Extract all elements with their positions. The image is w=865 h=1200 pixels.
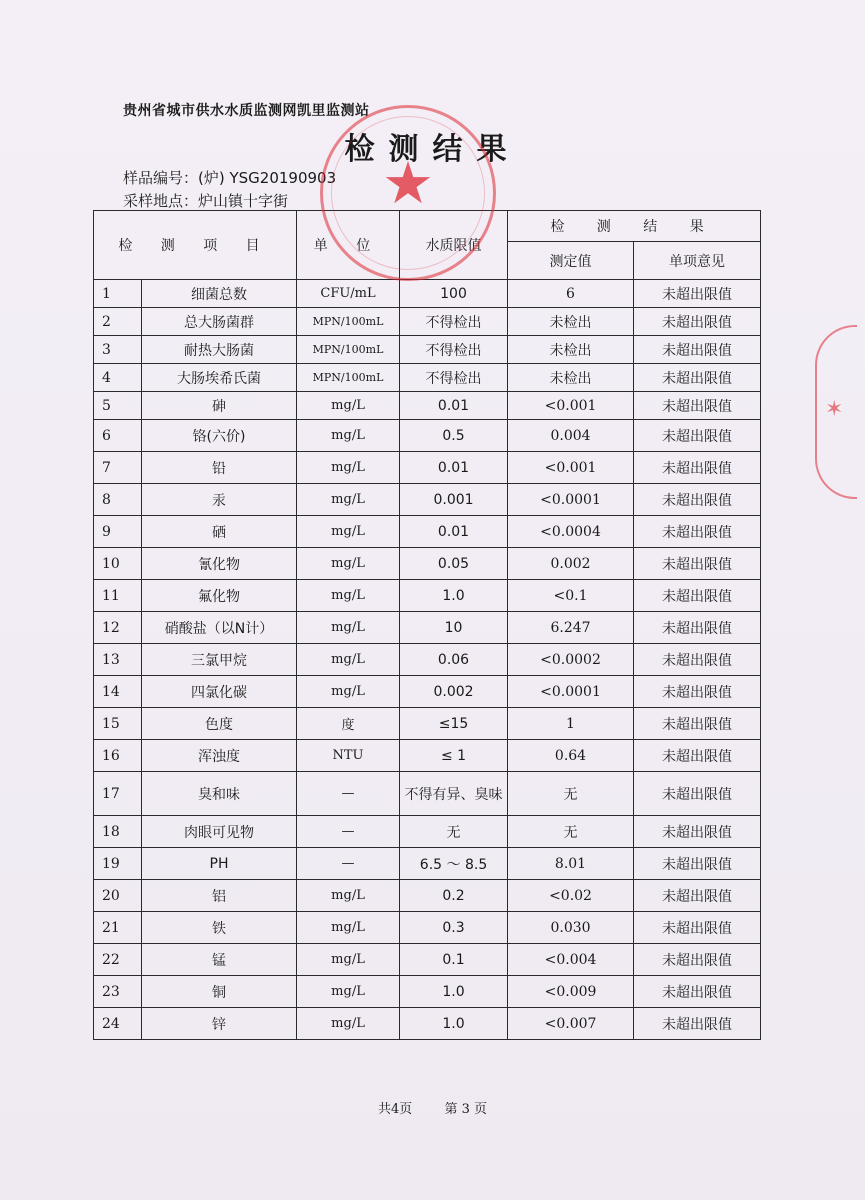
- row-limit: 0.01: [400, 452, 508, 484]
- row-limit: 0.5: [400, 420, 508, 452]
- row-limit: 0.01: [400, 516, 508, 548]
- report-title: 检测结果: [344, 132, 521, 167]
- row-measured: <0.0004: [508, 516, 634, 548]
- seal-star-icon: ★: [382, 149, 434, 217]
- row-unit: mg/L: [297, 880, 400, 912]
- row-item: 大肠埃希氏菌: [142, 364, 297, 392]
- row-opinion: 未超出限值: [634, 420, 761, 452]
- row-opinion: 未超出限值: [634, 740, 761, 772]
- results-table: [93, 210, 761, 1040]
- row-item: 氟化物: [142, 580, 297, 612]
- row-item: 总大肠菌群: [142, 308, 297, 336]
- row-item: 锰: [142, 944, 297, 976]
- row-unit: mg/L: [297, 516, 400, 548]
- row-measured: <0.1: [508, 580, 634, 612]
- row-unit: mg/L: [297, 644, 400, 676]
- row-limit: 0.06: [400, 644, 508, 676]
- row-item: 铜: [142, 976, 297, 1008]
- table-row: [94, 308, 761, 336]
- row-limit: 不得检出: [400, 364, 508, 392]
- sample-number-label: 样品编号：: [123, 169, 199, 187]
- row-limit: 0.001: [400, 484, 508, 516]
- row-number: 2: [94, 308, 142, 336]
- header-results-group: 检 测 结 果: [508, 211, 761, 242]
- results-body: [94, 280, 761, 1040]
- row-opinion: 未超出限值: [634, 848, 761, 880]
- table-row: [94, 772, 761, 816]
- row-number: 10: [94, 548, 142, 580]
- row-unit: mg/L: [297, 392, 400, 420]
- sampling-site: [123, 190, 288, 211]
- row-measured: <0.02: [508, 880, 634, 912]
- row-item: 铅: [142, 452, 297, 484]
- row-limit: 1.0: [400, 580, 508, 612]
- row-unit: —: [297, 848, 400, 880]
- row-opinion: 未超出限值: [634, 772, 761, 816]
- row-opinion: 未超出限值: [634, 364, 761, 392]
- row-item: 铝: [142, 880, 297, 912]
- row-measured: 未检出: [508, 336, 634, 364]
- row-opinion: 未超出限值: [634, 644, 761, 676]
- row-measured: <0.0002: [508, 644, 634, 676]
- row-opinion: 未超出限值: [634, 452, 761, 484]
- row-measured: 6: [508, 280, 634, 308]
- total-pages: 共4页: [378, 1102, 413, 1117]
- row-limit: 0.2: [400, 880, 508, 912]
- row-limit: 不得有异、臭味: [400, 772, 508, 816]
- row-unit: mg/L: [297, 580, 400, 612]
- row-unit: MPN/100mL: [297, 336, 400, 364]
- page-footer: [0, 1098, 865, 1117]
- table-row: [94, 816, 761, 848]
- row-item: 三氯甲烷: [142, 644, 297, 676]
- table-row: [94, 452, 761, 484]
- row-limit: 不得检出: [400, 336, 508, 364]
- row-measured: <0.009: [508, 976, 634, 1008]
- table-row: [94, 364, 761, 392]
- row-opinion: 未超出限值: [634, 392, 761, 420]
- row-unit: —: [297, 772, 400, 816]
- row-measured: <0.001: [508, 452, 634, 484]
- row-item: 色度: [142, 708, 297, 740]
- row-item: 臭和味: [142, 772, 297, 816]
- row-opinion: 未超出限值: [634, 676, 761, 708]
- row-item: 耐热大肠菌: [142, 336, 297, 364]
- table-row: [94, 740, 761, 772]
- row-unit: mg/L: [297, 484, 400, 516]
- row-number: 4: [94, 364, 142, 392]
- row-number: 12: [94, 612, 142, 644]
- row-opinion: 未超出限值: [634, 912, 761, 944]
- table-row: [94, 612, 761, 644]
- sample-number-value: (炉) YSG20190903: [198, 169, 337, 187]
- row-measured: 1: [508, 708, 634, 740]
- table-row: [94, 880, 761, 912]
- side-seal-stamp: [815, 325, 857, 499]
- sampling-site-label: 采样地点：: [123, 192, 199, 210]
- row-opinion: 未超出限值: [634, 548, 761, 580]
- row-unit: mg/L: [297, 452, 400, 484]
- row-number: 24: [94, 1008, 142, 1040]
- row-item: PH: [142, 848, 297, 880]
- row-number: 7: [94, 452, 142, 484]
- row-measured: <0.0001: [508, 484, 634, 516]
- row-number: 16: [94, 740, 142, 772]
- row-limit: 不得检出: [400, 308, 508, 336]
- row-unit: mg/L: [297, 976, 400, 1008]
- table-row: [94, 644, 761, 676]
- row-number: 23: [94, 976, 142, 1008]
- row-number: 15: [94, 708, 142, 740]
- org-name: 贵州省城市供水水质监测网凯里监测站: [123, 103, 370, 119]
- table-row: [94, 912, 761, 944]
- row-unit: mg/L: [297, 420, 400, 452]
- row-number: 22: [94, 944, 142, 976]
- row-limit: ≤15: [400, 708, 508, 740]
- row-limit: 10: [400, 612, 508, 644]
- row-unit: MPN/100mL: [297, 308, 400, 336]
- row-limit: 0.1: [400, 944, 508, 976]
- row-unit: mg/L: [297, 944, 400, 976]
- row-limit: 0.05: [400, 548, 508, 580]
- row-measured: <0.007: [508, 1008, 634, 1040]
- row-limit: 0.3: [400, 912, 508, 944]
- row-opinion: 未超出限值: [634, 612, 761, 644]
- row-measured: 0.002: [508, 548, 634, 580]
- sample-number: [123, 167, 336, 188]
- row-number: 3: [94, 336, 142, 364]
- header-opinion: 单项意见: [634, 242, 761, 280]
- seal-star-icon: ✶: [825, 397, 844, 422]
- row-measured: 无: [508, 772, 634, 816]
- table-row: [94, 708, 761, 740]
- row-number: 1: [94, 280, 142, 308]
- table-row: [94, 944, 761, 976]
- row-item: 四氯化碳: [142, 676, 297, 708]
- table-row: [94, 392, 761, 420]
- row-opinion: 未超出限值: [634, 708, 761, 740]
- row-unit: mg/L: [297, 676, 400, 708]
- row-measured: 0.030: [508, 912, 634, 944]
- row-measured: 未检出: [508, 364, 634, 392]
- header-limit: 水质限值: [400, 211, 508, 280]
- table-row: [94, 976, 761, 1008]
- row-limit: 0.01: [400, 392, 508, 420]
- row-measured: <0.004: [508, 944, 634, 976]
- row-item: 硝酸盐（以N计）: [142, 612, 297, 644]
- row-number: 11: [94, 580, 142, 612]
- table-row: [94, 420, 761, 452]
- row-number: 5: [94, 392, 142, 420]
- row-opinion: 未超出限值: [634, 1008, 761, 1040]
- sampling-site-value: 炉山镇十字街: [198, 192, 289, 210]
- row-unit: mg/L: [297, 1008, 400, 1040]
- row-measured: 0.64: [508, 740, 634, 772]
- table-row: [94, 280, 761, 308]
- row-limit: 1.0: [400, 976, 508, 1008]
- table-row: [94, 336, 761, 364]
- row-opinion: 未超出限值: [634, 280, 761, 308]
- row-limit: ≤ 1: [400, 740, 508, 772]
- row-measured: 0.004: [508, 420, 634, 452]
- table-row: [94, 676, 761, 708]
- row-item: 锌: [142, 1008, 297, 1040]
- header-item: 检 测 项 目: [94, 211, 297, 280]
- row-measured: 无: [508, 816, 634, 848]
- row-number: 19: [94, 848, 142, 880]
- row-number: 17: [94, 772, 142, 816]
- row-limit: 1.0: [400, 1008, 508, 1040]
- row-number: 9: [94, 516, 142, 548]
- row-item: 浑浊度: [142, 740, 297, 772]
- table-row: [94, 548, 761, 580]
- row-number: 13: [94, 644, 142, 676]
- row-measured: <0.001: [508, 392, 634, 420]
- row-measured: 未检出: [508, 308, 634, 336]
- header-unit: 单 位: [297, 211, 400, 280]
- row-measured: 6.247: [508, 612, 634, 644]
- header-measured: 测定值: [508, 242, 634, 280]
- row-opinion: 未超出限值: [634, 816, 761, 848]
- table-row: [94, 848, 761, 880]
- row-opinion: 未超出限值: [634, 484, 761, 516]
- row-number: 20: [94, 880, 142, 912]
- current-page: 第 3 页: [444, 1102, 487, 1117]
- row-opinion: 未超出限值: [634, 944, 761, 976]
- row-unit: —: [297, 816, 400, 848]
- row-number: 14: [94, 676, 142, 708]
- row-item: 细菌总数: [142, 280, 297, 308]
- row-opinion: 未超出限值: [634, 336, 761, 364]
- row-item: 汞: [142, 484, 297, 516]
- row-item: 铬(六价): [142, 420, 297, 452]
- row-unit: mg/L: [297, 912, 400, 944]
- row-opinion: 未超出限值: [634, 976, 761, 1008]
- row-unit: mg/L: [297, 612, 400, 644]
- row-number: 18: [94, 816, 142, 848]
- row-opinion: 未超出限值: [634, 580, 761, 612]
- row-measured: <0.0001: [508, 676, 634, 708]
- row-number: 6: [94, 420, 142, 452]
- row-limit: 无: [400, 816, 508, 848]
- row-opinion: 未超出限值: [634, 880, 761, 912]
- row-number: 8: [94, 484, 142, 516]
- row-item: 氰化物: [142, 548, 297, 580]
- row-number: 21: [94, 912, 142, 944]
- row-unit: MPN/100mL: [297, 364, 400, 392]
- row-item: 肉眼可见物: [142, 816, 297, 848]
- row-item: 铁: [142, 912, 297, 944]
- row-opinion: 未超出限值: [634, 516, 761, 548]
- row-unit: mg/L: [297, 548, 400, 580]
- row-opinion: 未超出限值: [634, 308, 761, 336]
- row-unit: 度: [297, 708, 400, 740]
- row-limit: 0.002: [400, 676, 508, 708]
- row-measured: 8.01: [508, 848, 634, 880]
- row-unit: CFU/mL: [297, 280, 400, 308]
- row-limit: 100: [400, 280, 508, 308]
- row-item: 砷: [142, 392, 297, 420]
- table-row: [94, 484, 761, 516]
- table-row: [94, 1008, 761, 1040]
- table-row: [94, 516, 761, 548]
- row-item: 硒: [142, 516, 297, 548]
- row-limit: 6.5 ～ 8.5: [400, 848, 508, 880]
- table-row: [94, 580, 761, 612]
- row-unit: NTU: [297, 740, 400, 772]
